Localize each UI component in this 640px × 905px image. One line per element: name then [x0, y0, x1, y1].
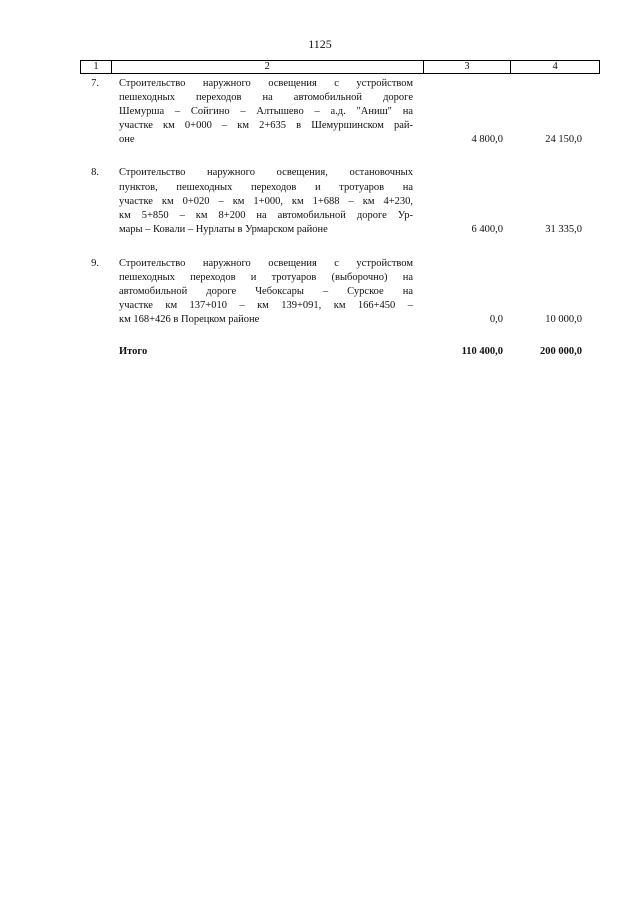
description-line: мары – Ковали – Нурлаты в Урмарском районе	[119, 223, 328, 235]
description-line: км 168+426 в Порецком районе	[119, 314, 260, 326]
row-value-col3: 4 800,0	[471, 134, 503, 146]
table-body	[80, 77, 600, 360]
row-description	[110, 166, 423, 236]
row-description	[110, 257, 423, 327]
description-line: участке км 137+010 – км 139+091, км 166+450 –	[119, 300, 413, 312]
description-line: Строительство наружного освещения с устройством	[119, 257, 413, 269]
description-line: Шемурша – Сойгино – Алтышево – а.д. "Аниш" на	[119, 106, 413, 118]
table-row	[80, 166, 600, 236]
row-value-col3: 6 400,0	[471, 223, 503, 235]
total-value-col4: 200 000,0	[540, 346, 582, 358]
description-line: участке км 0+000 – км 2+635 в Шемуршинском рай-	[119, 120, 413, 132]
total-value-col3: 110 400,0	[461, 346, 503, 358]
description-line: оне	[119, 134, 135, 146]
description-line: пешеходных переходов на автомобильной дороге	[119, 92, 413, 104]
row-description	[110, 77, 423, 147]
description-line: пешеходных переходов и тротуаров (выборочно) на	[119, 272, 413, 284]
table-row	[80, 257, 600, 327]
table-header-row	[80, 60, 600, 74]
description-line: Строительство наружного освещения с устройством	[119, 78, 413, 89]
row-value-col3: 0,0	[489, 314, 503, 326]
description-line: Строительство наружного освещения, остановочных	[119, 167, 413, 179]
description-line: пунктов, пешеходных переходов и тротуаров на	[119, 181, 413, 193]
description-line: км 5+850 – км 8+200 на автомобильной дороге Ур-	[119, 209, 413, 221]
total-row	[80, 345, 600, 359]
table-row	[80, 77, 600, 147]
page-number: 1125	[308, 37, 332, 51]
row-number: 8.	[91, 167, 99, 179]
header-cell-2: 2	[111, 61, 423, 73]
description-line: автомобильной дороге Чебоксары – Сурское на	[119, 286, 413, 298]
header-cell-1: 1	[93, 61, 99, 72]
row-number: 9.	[91, 257, 99, 269]
row-value-col4: 24 150,0	[545, 134, 582, 146]
total-label: Итого	[119, 346, 148, 358]
header-cell-4: 4	[510, 61, 599, 73]
row-value-col4: 10 000,0	[545, 314, 582, 326]
row-value-col4: 31 335,0	[545, 223, 582, 235]
row-number: 7.	[91, 78, 99, 89]
description-line: участке км 0+020 – км 1+000, км 1+688 – км 4+230,	[119, 195, 413, 207]
header-cell-3: 3	[423, 61, 511, 73]
